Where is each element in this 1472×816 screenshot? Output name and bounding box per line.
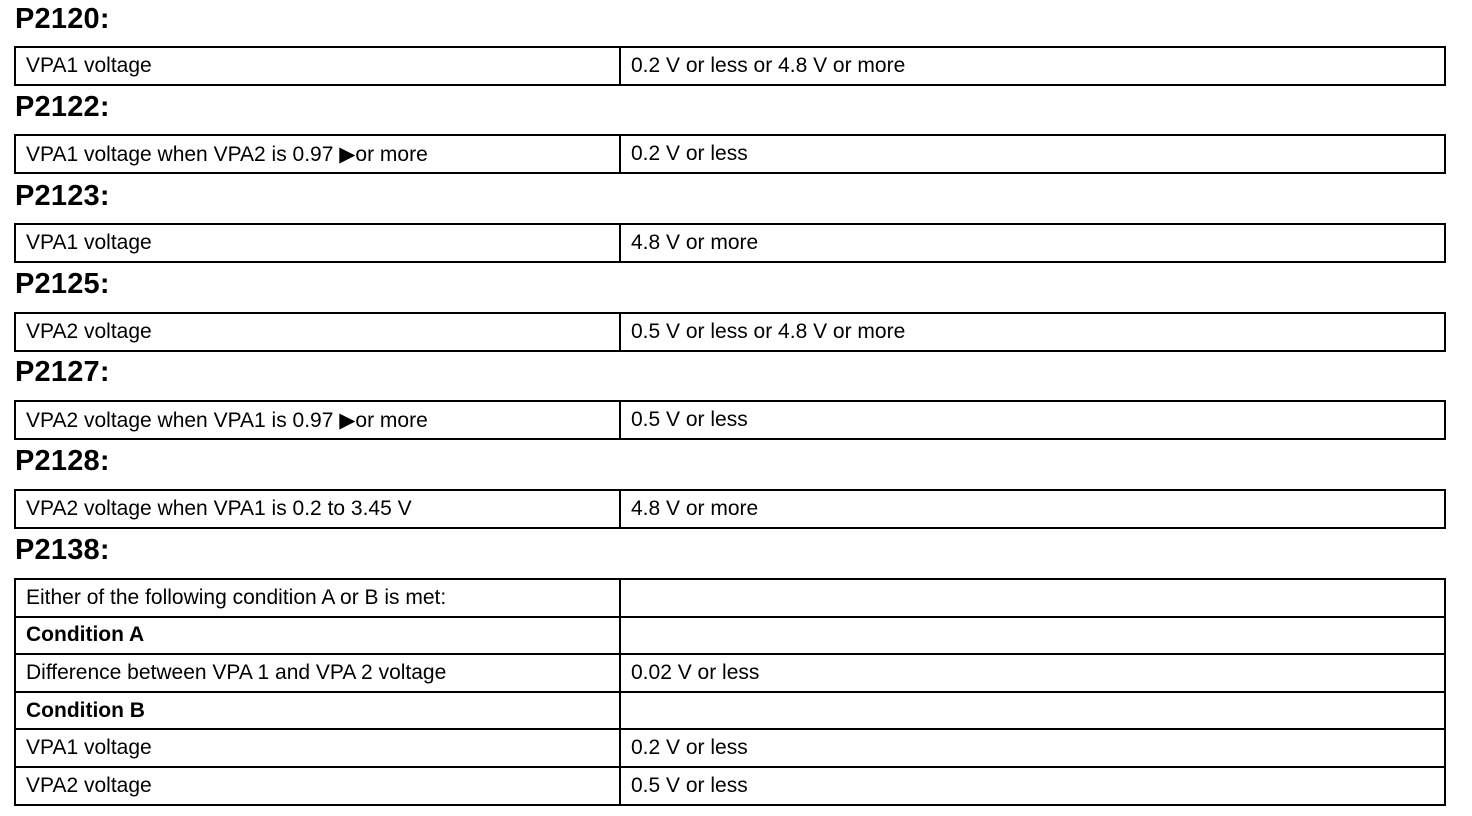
condition-value: 0.5 V or less or 4.8 V or more: [620, 313, 1445, 351]
condition-label: VPA2 voltage when VPA1 is 0.97 ▶or more: [15, 401, 620, 439]
dtc-heading-p2122: P2122:: [15, 91, 110, 123]
condition-label: VPA2 voltage: [15, 313, 620, 351]
condition-label: VPA2 voltage when VPA1 is 0.2 to 3.45 V: [15, 490, 620, 528]
condition-value: 4.8 V or more: [620, 490, 1445, 528]
table-row: [15, 224, 1445, 262]
condition-label: Difference between VPA 1 and VPA 2 voltage: [15, 654, 620, 692]
table-row: [15, 401, 1445, 439]
condition-label: VPA1 voltage when VPA2 is 0.97 ▶or more: [15, 135, 620, 173]
table-row: [15, 47, 1445, 85]
condition-value: 0.2 V or less or 4.8 V or more: [620, 47, 1445, 85]
condition-table-p2125: [14, 312, 1446, 352]
condition-label: VPA2 voltage: [15, 767, 620, 805]
condition-value: 0.2 V or less: [620, 135, 1445, 173]
table-row: [15, 654, 1445, 692]
condition-value: [620, 579, 1445, 617]
table-row: [15, 729, 1445, 767]
table-row: [15, 692, 1445, 730]
condition-table-p2128: [14, 489, 1446, 529]
condition-value: [620, 692, 1445, 730]
dtc-heading-p2138: P2138:: [15, 534, 110, 566]
condition-value: 4.8 V or more: [620, 224, 1445, 262]
dtc-heading-p2120: P2120:: [15, 3, 110, 35]
table-row: [15, 617, 1445, 655]
dtc-heading-p2125: P2125:: [15, 268, 110, 300]
condition-label: VPA1 voltage: [15, 47, 620, 85]
condition-table-p2138: [14, 578, 1446, 806]
table-row: [15, 313, 1445, 351]
dtc-heading-p2128: P2128:: [15, 445, 110, 477]
table-row: [15, 767, 1445, 805]
condition-value: 0.02 V or less: [620, 654, 1445, 692]
condition-table-p2120: [14, 46, 1446, 86]
condition-b-label: Condition B: [15, 692, 620, 730]
condition-table-p2127: [14, 400, 1446, 440]
condition-table-p2122: [14, 134, 1446, 174]
condition-table-p2123: [14, 223, 1446, 263]
table-row: [15, 490, 1445, 528]
dtc-heading-p2123: P2123:: [15, 180, 110, 212]
condition-label: VPA1 voltage: [15, 729, 620, 767]
dtc-heading-p2127: P2127:: [15, 356, 110, 388]
condition-value: 0.2 V or less: [620, 729, 1445, 767]
table-row: [15, 135, 1445, 173]
table-row: [15, 579, 1445, 617]
condition-value: [620, 617, 1445, 655]
condition-label: VPA1 voltage: [15, 224, 620, 262]
condition-a-label: Condition A: [15, 617, 620, 655]
condition-value: 0.5 V or less: [620, 767, 1445, 805]
condition-label: Either of the following condition A or B is met:: [15, 579, 620, 617]
condition-value: 0.5 V or less: [620, 401, 1445, 439]
